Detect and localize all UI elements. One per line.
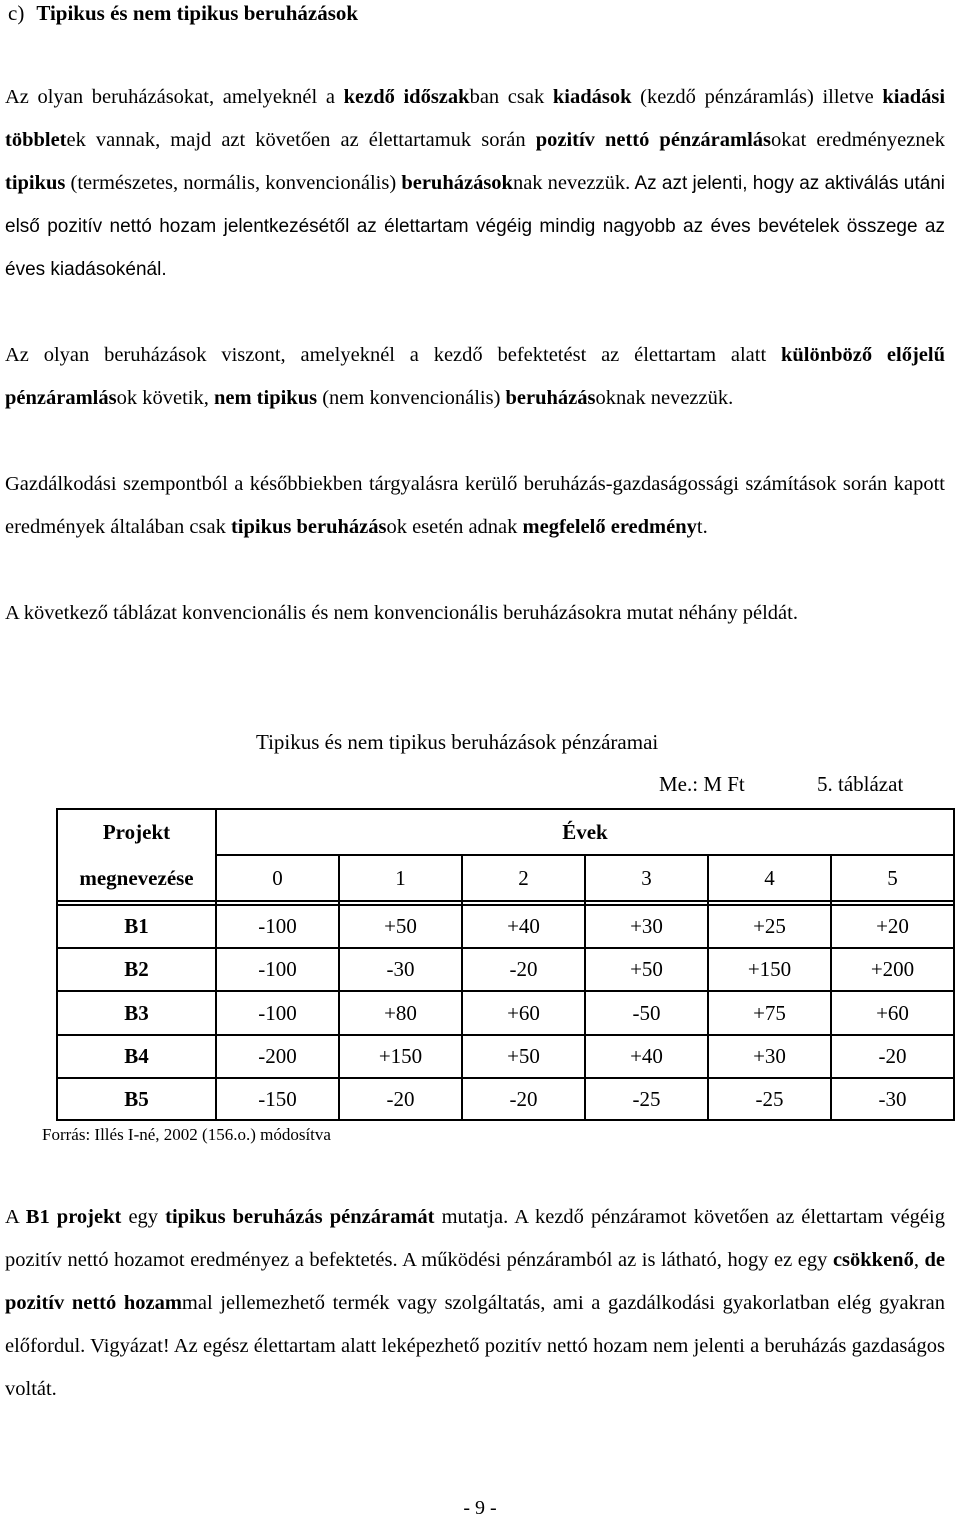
text-span: (kezdő pénzáramlás) illetve: [631, 86, 883, 108]
bold-span: tipikus beruházás pénzáramát: [165, 1206, 435, 1228]
table-cell: +80: [384, 1000, 417, 1025]
table-cell: -100: [258, 1000, 297, 1025]
table-cell: +25: [753, 914, 786, 938]
table-cell: -30: [386, 957, 415, 981]
table-cell: -20: [878, 1044, 907, 1068]
year-header: 2: [518, 865, 529, 890]
table-title: Tipikus és nem tipikus beruházások pénzáramai: [256, 730, 659, 754]
text-span: Gazdálkodási szempontból a későbbiekben tárgyalásra kerülő beruházás-gazdaságossági számítások során kapott eredmények általában csak: [5, 473, 945, 538]
header-years: Évek: [562, 819, 608, 844]
table-rule: [56, 900, 955, 902]
table-cell: -20: [509, 1086, 538, 1111]
project-name: B4: [124, 1044, 149, 1068]
year-header: 4: [764, 865, 775, 890]
text-span: mutatja.: [434, 1206, 509, 1228]
header-project-name: megnevezése: [79, 865, 194, 890]
table-cell: -100: [258, 957, 297, 981]
year-header: 1: [395, 865, 406, 890]
table-cell: -150: [258, 1086, 297, 1111]
bold-span: csökkenő: [832, 1249, 914, 1271]
table-cell: +20: [876, 914, 909, 938]
text-span: ban csak: [469, 86, 553, 108]
text-span: t.: [696, 516, 708, 538]
table-cell: -20: [509, 957, 538, 981]
bold-span: megfelelő eredmény: [522, 516, 697, 538]
cashflow-table: [56, 808, 955, 1121]
table-cell: +150: [747, 957, 792, 981]
year-header: 0: [272, 865, 283, 890]
bold-span: kezdő időszak: [343, 86, 470, 108]
paragraph-b1-explanation: [5, 1196, 945, 1411]
table-cell: +75: [753, 1000, 786, 1025]
table-cell: -30: [878, 1086, 907, 1111]
table-cell: +40: [630, 1044, 663, 1068]
bold-span: de pozitív nettó hozam: [5, 1249, 946, 1314]
table-cell: -100: [258, 914, 297, 938]
text-span: okat eredményeznek: [771, 129, 945, 151]
table-source: Forrás: Illés I-né, 2002 (156.o.) módosítva: [42, 1125, 331, 1144]
table-cell: +30: [630, 914, 663, 938]
bold-span: pozitív nettó pénzáramlás: [535, 129, 772, 151]
section-label: c): [8, 1, 25, 25]
bold-span: különböző előjelű pénzáramlás: [5, 344, 945, 409]
project-name: B2: [124, 957, 149, 981]
paragraph-table-intro: [5, 592, 945, 635]
table-cell: -50: [632, 1000, 661, 1025]
section-title: Tipikus és nem tipikus beruházások: [36, 1, 359, 25]
text-span: Az olyan beruházásokat, amelyeknél a: [5, 86, 344, 108]
text-span: A kezdő pénzáramot követően az élettartam végéig pozitív nettó hozamot eredményez a befektetés. A működési pénzáramból az is látható, hogy ez egy: [5, 1206, 945, 1271]
text-span: A következő táblázat konvencionális és nem konvencionális beruházásokra mutat néhány példát.: [5, 602, 798, 624]
project-name: B3: [124, 1000, 149, 1025]
bold-span: tipikus beruházás: [230, 516, 387, 538]
table-cell: -20: [386, 1086, 415, 1111]
table-cell: -25: [755, 1086, 784, 1111]
bold-span: nem tipikus: [213, 387, 318, 409]
table-cell: -25: [632, 1086, 661, 1111]
paragraph-nontypical-investments: [5, 334, 945, 420]
year-header: 3: [641, 865, 652, 890]
page-number: - 9 -: [463, 1497, 497, 1519]
bold-span: tipikus: [5, 172, 66, 194]
bold-span: kiadási többlet: [5, 86, 946, 151]
table-cell: +30: [753, 1044, 786, 1068]
text-span: A: [5, 1206, 26, 1228]
text-span: nak nevezzük.: [512, 172, 631, 194]
text-span: ek vannak, majd azt követően az élettartamuk során: [66, 129, 536, 151]
table-cell: +50: [507, 1044, 540, 1068]
text-span: ok követik,: [116, 387, 214, 409]
bold-span: kiadások: [552, 86, 632, 108]
table-number: 5. táblázat: [817, 772, 904, 796]
table-rule: [56, 1119, 955, 1121]
paragraph-economic-view: [5, 463, 945, 549]
bold-span: B1 projekt: [25, 1206, 122, 1228]
text-span: (természetes, normális, konvencionális): [65, 172, 402, 194]
bold-span: beruházások: [401, 172, 513, 194]
text-span: ,: [913, 1249, 925, 1271]
table-cell: +50: [384, 914, 417, 938]
table-cell: +60: [876, 1000, 909, 1025]
text-span: (nem konvencionális): [317, 387, 506, 409]
bold-span: beruházás: [505, 387, 596, 409]
table-cell: +60: [507, 1000, 540, 1025]
table-unit: Me.: M Ft: [659, 772, 745, 796]
year-header: 5: [887, 865, 898, 890]
header-project: Projekt: [102, 819, 171, 844]
text-span: oknak nevezzük.: [595, 387, 734, 409]
paragraph-typical-investments: [5, 76, 945, 291]
text-span: ok esetén adnak: [386, 516, 523, 538]
text-span: Az olyan beruházások viszont, amelyeknél a kezdő befektetést az élettartam alatt: [5, 344, 781, 366]
table-cell: -200: [258, 1044, 297, 1068]
table-cell: +50: [630, 957, 663, 981]
project-name: B5: [124, 1086, 149, 1111]
table-cell: +150: [378, 1044, 423, 1068]
table-rule: [953, 808, 955, 1121]
project-name: B1: [124, 914, 149, 938]
text-span: mal jellemezhető termék vagy szolgáltatás, ami a gazdálkodási gyakorlatban elég gyakran előfordul. Vigyázat! Az egész élettartam alatt leképezhető pozitív nettó hozam nem jelenti a beruházás gazdaságos voltát.: [5, 1292, 945, 1400]
section-heading: [8, 0, 358, 26]
table-cell: +200: [870, 957, 915, 981]
text-span: egy: [121, 1206, 166, 1228]
sans-text-span: Az azt jelenti, hogy az aktiválás utáni első pozitív nettó hozam jelentkezésétől az élettartam végéig mindig nagyobb az éves bevételek összege az éves kiadásokénál.: [5, 173, 946, 280]
table-cell: +40: [507, 914, 540, 938]
